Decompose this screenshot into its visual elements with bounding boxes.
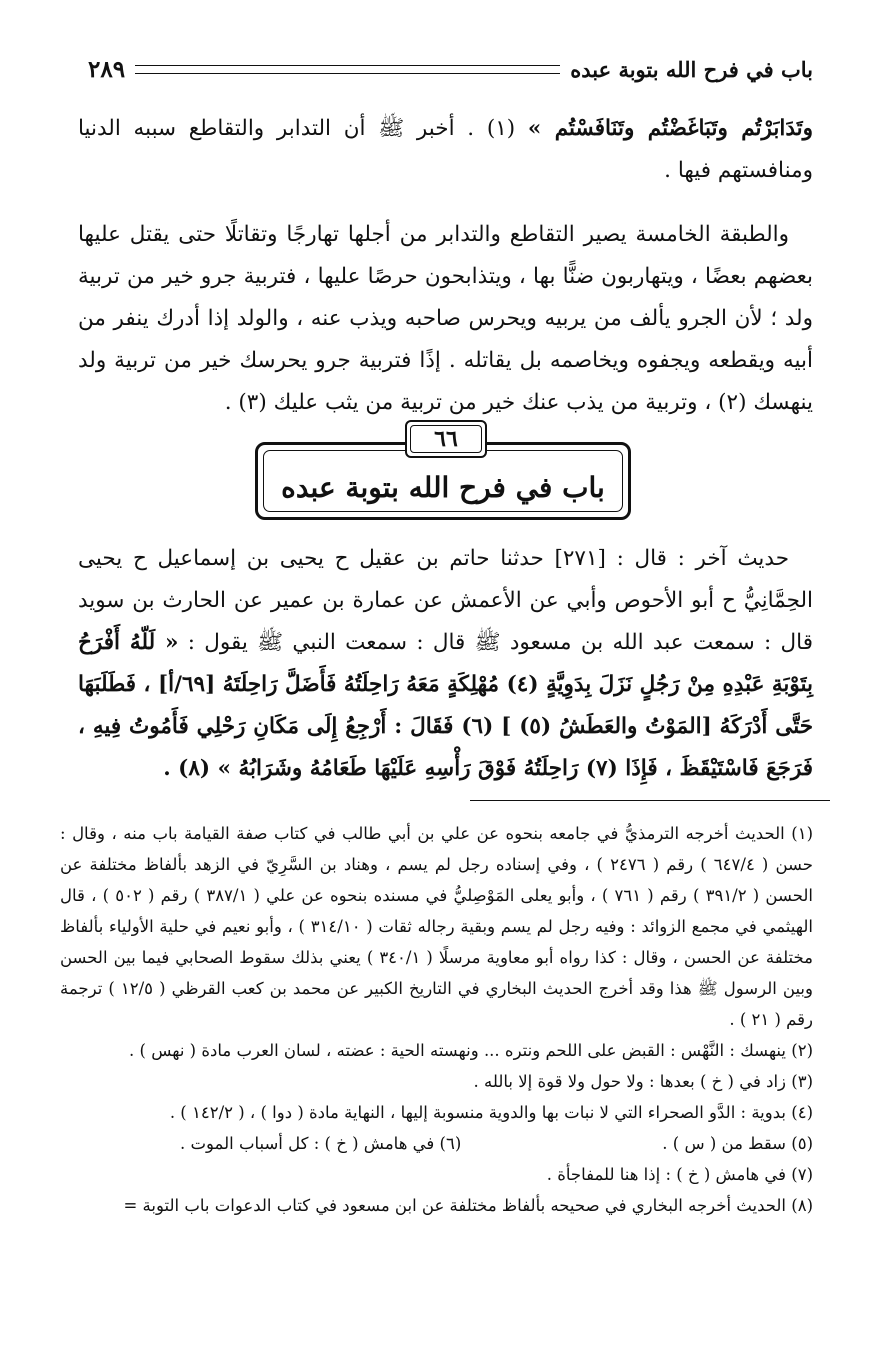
intro-comment: (١) . أخبر ﷺ أن التدابر والتقاطع سببه الدنيا ومنافستهم فيها . (78, 116, 813, 183)
chapter-title: باب في فرح الله بتوبة عبده (281, 470, 605, 504)
intro-paragraph-1 (78, 108, 813, 192)
running-title: باب في فرح الله بتوبة عبده (570, 57, 813, 82)
intro-text (78, 108, 813, 424)
footnote-5: (٥) سقط من ( س ) . (662, 1134, 813, 1153)
chapter-number-badge (405, 420, 487, 458)
footnote-6: (٦) في هامش ( خ ) : كل أسباب الموت . (180, 1134, 462, 1153)
intro-quote: وتَدَابَرْتُم وتَبَاغَضْتُم وتَنَافَسْتُم » (527, 116, 814, 141)
hadith-matn: « لَلّهُ أَفْرَحُ بِتَوْبَةِ عَبْدِهِ مِنْ رَجُلٍ نَزَلَ بِدَوِيَّةٍ (٤) مُهْلِكَةٍ مَعَهُ رَاحِلَتُهُ فَأَضَلَّ رَاحِلَتَهُ [٦٩/أ] ، فَطَلَبَهَا حَتَّى أَدْرَكَهُ [المَوْتُ والعَطَشُ (٥) ] (٦) فَقَالَ : أَرْجِعُ إِلَى مَكَانِ رَحْلِي فَأَمُوتُ فِيهِ ، فَرَجَعَ فَاسْتَيْقَظَ ، فَإِذَا (٧) رَاحِلَتُهُ فَوْقَ رَأْسِهِ عَلَيْهَا طَعَامُهُ وشَرَابُهُ » (٨) . (78, 630, 813, 781)
chapter-heading (255, 420, 635, 520)
footnote-1: (١) الحديث أخرجه الترمذيُّ في جامعه بنحوه عن علي بن أبي طالب في كتاب صفة القيامة باب منه ، وقال : حسن ( ٦٤٧/٤ ) رقم ( ٢٤٧٦ ) ، وفي إسناده رجل لم يسم ، وهناد بن السَّرِيّ في الزهد بألفاظ مختلفة عن الحسن ( ٣٩١/٢ ) رقم ( ٧٦١ ) ، وأبو يعلى المَوْصِليُّ في مسنده بنحوه عن علي ( ٣٨٧/١ ) رقم ( ٥٠٢ ) ، قال الهيثمي في مجمع الزوائد : وفيه رجل لم يسم وبقية رجاله ثقات ( ٣١٤/١٠ ) ، وأبو نعيم في حلية الأولياء بألفاظ مختلفة عن الحسن ، وقال : كذا رواه أبو معاوية مرسلًا ( ٣٤٠/١ ) يعني بذلك سقوط الصحابي فيما بين الحسن وبين الرسول ﷺ هذا وقد أخرج الحديث البخاري في التاريخ الكبير عن محمد بن كعب القرظي ( ١٢/٥ ) ترجمة رقم ( ٢١ ) . (60, 824, 813, 1029)
hadith-isnad: حديث آخر : قال : [٢٧١] حدثنا حاتم بن عقيل ح يحيى بن إسماعيل ح يحيى الحِمَّانِيُّ ح أبو الأحوص وأبي عن الأعمش عن عمارة بن عمير عن الحارث بن سويد قال : سمعت عبد الله بن مسعود ﷺ قال : سمعت النبي ﷺ يقول : (78, 546, 813, 655)
footnote-3: (٣) زاد في ( خ ) بعدها : ولا حول ولا قوة إلا بالله . (473, 1072, 813, 1091)
footnote-7: (٧) في هامش ( خ ) : إذا هنا للمفاجأة . (546, 1165, 813, 1184)
intro-paragraph-2: والطبقة الخامسة يصير التقاطع والتدابر من أجلها تهارجًا وتقاتلًا حتى يقتل عليها بعضهم بعضًا ، ويتهاربون ضنًّا بها ، ويتذابحون حرصًا عليها ، فتربية جرو خير من تربية ولد ؛ لأن الجرو يألف من يربيه ويحرس صاحبه ويذب عنه ، والولد إذا أدرك ينفر من أبيه ويقطعه ويجفوه ويخاصمه بل يقاتله . إذًا فتربية جرو يحرسك خير من تربية ولد ينهسك (٢) ، وتربية من يذب عنك خير من تربية من يثب عليك (٣) . (78, 222, 813, 415)
footnote-4: (٤) بدوية : الدَّو الصحراء التي لا نبات بها والدوية منسوبة إليها ، النهاية مادة ( دوا ) ، ( ١٤٢/٢ ) . (169, 1103, 813, 1122)
page-number: ٢٨٩ (88, 56, 126, 83)
header-rule (135, 65, 560, 74)
hadith-paragraph (78, 538, 813, 790)
footnote-8: (٨) الحديث أخرجه البخاري في صحيحه بألفاظ مختلفة عن ابن مسعود في كتاب الدعوات باب التوبة = (123, 1196, 813, 1215)
footnote-separator (470, 800, 830, 801)
running-header (88, 56, 813, 83)
footnote-row-5-6 (60, 1128, 813, 1159)
hadith-text (78, 538, 813, 790)
footnotes (60, 818, 813, 1221)
chapter-number: ٦٦ (434, 426, 458, 452)
footnote-2: (٢) ينهسك : النَّهْس : القبض على اللحم ونتره ... ونهسته الحية : عضته ، لسان العرب مادة ( نهس ) . (129, 1041, 813, 1060)
